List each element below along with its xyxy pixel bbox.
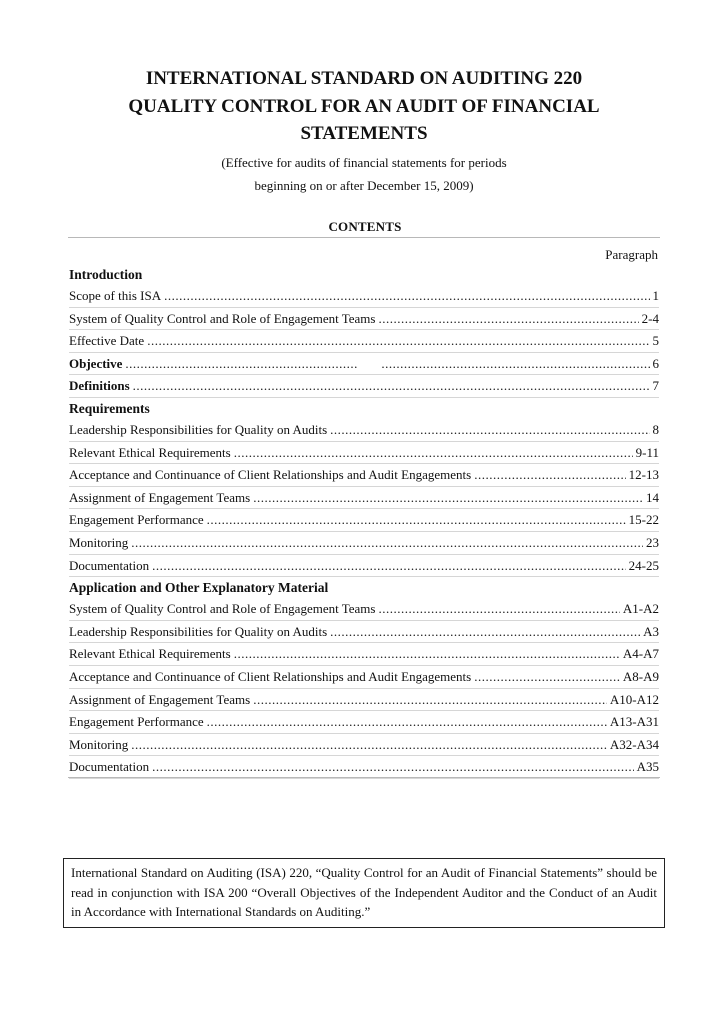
toc-entry[interactable]: [69, 621, 659, 644]
toc-entry-paragraph: 24-25: [628, 557, 659, 573]
toc-entry-label: Definitions: [69, 378, 130, 394]
table-of-contents: [69, 264, 659, 779]
toc-entry-paragraph: A1-A2: [622, 601, 659, 617]
toc-entry[interactable]: [69, 442, 659, 465]
dot-leader: [152, 756, 633, 779]
toc-entry-paragraph: A3: [643, 623, 659, 639]
toc-entry-label: Relevant Ethical Requirements: [69, 444, 231, 460]
toc-entry-paragraph: A4-A7: [622, 646, 659, 662]
toc-entry-label: Monitoring: [69, 534, 129, 550]
toc-entry[interactable]: [69, 711, 659, 734]
toc-entry[interactable]: [69, 734, 659, 757]
dot-leader: [330, 419, 649, 442]
toc-entry-label: Documentation: [69, 557, 150, 573]
dot-leader: [147, 330, 649, 353]
dot-leader: [131, 532, 643, 555]
reading-note-box: International Standard on Auditing (ISA) 220, “Quality Control for an Audit of Financial Statements” should be read in conjunction with ISA 200 “Overall Objectives of the Independent Auditor and the Conduct of an Audit in Accordance with International Standards on Auditing.”: [63, 858, 665, 928]
toc-entry-paragraph: 12-13: [628, 467, 659, 483]
toc-entry-paragraph: A35: [636, 759, 659, 775]
toc-entry-label: Effective Date: [69, 333, 145, 349]
toc-entry[interactable]: [69, 643, 659, 666]
section-heading-introduction: Introduction: [69, 267, 143, 282]
toc-entry[interactable]: [69, 666, 659, 689]
toc-entry-scope[interactable]: [69, 285, 659, 308]
toc-entry-paragraph: A8-A9: [622, 668, 659, 684]
toc-entry-definitions[interactable]: [69, 375, 659, 398]
toc-entry-paragraph: A13-A31: [609, 714, 659, 730]
dot-leader: [125, 353, 357, 376]
toc-entry-objective[interactable]: [69, 353, 659, 376]
section-heading-requirements: Requirements: [69, 400, 150, 416]
toc-entry-label: System of Quality Control and Role of Engagement Teams: [69, 310, 376, 326]
toc-entry[interactable]: [69, 464, 659, 487]
dot-leader: [234, 442, 633, 465]
toc-entry-label: Leadership Responsibilities for Quality on Audits: [69, 421, 328, 437]
title-line-3: STATEMENTS: [300, 123, 428, 144]
toc-entry-label: System of Quality Control and Role of Engagement Teams: [69, 601, 376, 617]
toc-entry-paragraph: 6: [652, 355, 659, 371]
dot-leader: [164, 285, 649, 308]
toc-entry-paragraph: 2-4: [641, 310, 659, 326]
toc-entry[interactable]: [69, 689, 659, 712]
toc-entry-paragraph: A10-A12: [609, 691, 659, 707]
toc-entry-label: Objective: [69, 355, 123, 371]
dot-leader: [253, 487, 643, 510]
toc-entry[interactable]: [69, 487, 659, 510]
toc-entry-label: Acceptance and Continuance of Client Relationships and Audit Engagements: [69, 668, 472, 684]
dot-leader: [207, 711, 607, 734]
dot-leader: [381, 353, 649, 376]
dot-leader: [378, 598, 619, 621]
toc-entry-paragraph: 9-11: [635, 444, 659, 460]
toc-entry[interactable]: [69, 419, 659, 442]
title-line-2: QUALITY CONTROL FOR AN AUDIT OF FINANCIAL: [128, 96, 600, 117]
toc-entry-label: Engagement Performance: [69, 512, 204, 528]
effective-date-line-2: beginning on or after December 15, 2009): [254, 178, 474, 193]
dot-leader: [133, 375, 650, 398]
dot-leader: [474, 464, 625, 487]
toc-entry-effective-date[interactable]: [69, 330, 659, 353]
effective-date-line-1: (Effective for audits of financial statements for periods: [221, 155, 507, 170]
dot-leader: [207, 509, 626, 532]
toc-entry-label: Assignment of Engagement Teams: [69, 489, 251, 505]
toc-entry-paragraph: 8: [652, 421, 659, 437]
toc-entry-paragraph: 23: [646, 534, 659, 550]
dot-leader: [378, 308, 638, 331]
toc-entry-label: Relevant Ethical Requirements: [69, 646, 231, 662]
dot-leader: [330, 621, 640, 644]
dot-leader: [152, 555, 626, 578]
toc-entry[interactable]: [69, 509, 659, 532]
toc-entry-label: Engagement Performance: [69, 714, 204, 730]
toc-entry-label: Acceptance and Continuance of Client Relationships and Audit Engagements: [69, 467, 472, 483]
toc-entry-label: Documentation: [69, 759, 150, 775]
toc-entry-paragraph: 14: [646, 489, 659, 505]
toc-entry-paragraph: 7: [652, 378, 659, 394]
toc-entry[interactable]: [69, 756, 659, 779]
toc-entry-label: Monitoring: [69, 736, 129, 752]
toc-entry-label: Assignment of Engagement Teams: [69, 691, 251, 707]
toc-entry-paragraph: 5: [652, 333, 659, 349]
toc-entry[interactable]: [69, 532, 659, 555]
toc-entry[interactable]: [69, 598, 659, 621]
dot-leader: [474, 666, 620, 689]
toc-entry-paragraph: A32-A34: [609, 736, 659, 752]
toc-entry-paragraph: 1: [652, 288, 659, 303]
contents-top-rule: [68, 237, 660, 238]
dot-leader: [253, 689, 607, 712]
contents-bottom-rule: [68, 777, 660, 778]
title-line-1: INTERNATIONAL STANDARD ON AUDITING 220: [145, 68, 583, 89]
toc-entry-paragraph: 15-22: [628, 512, 659, 528]
contents-heading: CONTENTS: [328, 219, 402, 234]
toc-entry-label: Scope of this ISA: [69, 288, 162, 303]
toc-entry-label: Leadership Responsibilities for Quality on Audits: [69, 623, 328, 639]
paragraph-column-label: Paragraph: [605, 247, 658, 262]
toc-entry-system-of-quality-control[interactable]: [69, 308, 659, 331]
dot-leader: [131, 734, 607, 757]
dot-leader: [234, 643, 620, 666]
toc-entry[interactable]: [69, 555, 659, 578]
section-heading-application: Application and Other Explanatory Material: [69, 580, 329, 596]
